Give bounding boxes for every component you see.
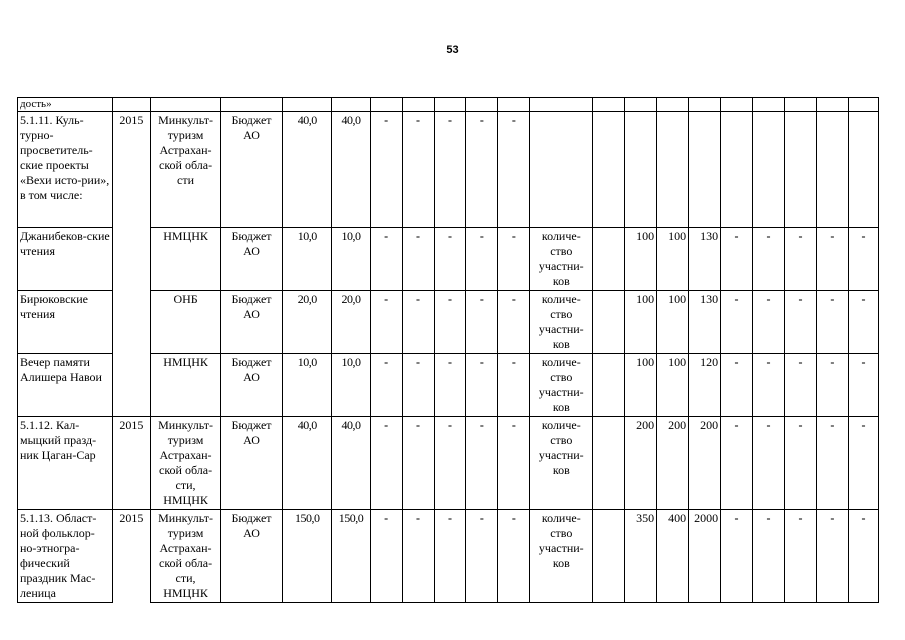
cell-amount-year: 10,0 bbox=[332, 354, 370, 417]
cell-indicator-value-1: 100 bbox=[625, 291, 657, 354]
cell-executor: ОНБ bbox=[151, 291, 221, 354]
cell-executor: Минкульт-туризм Астрахан-ской обла-сти bbox=[151, 112, 221, 228]
cell-indicator-value-3: 130 bbox=[689, 228, 721, 291]
cell-funding-source: Бюджет АО bbox=[221, 112, 283, 228]
cell-dash: - bbox=[848, 228, 878, 291]
cell-name: дость» bbox=[18, 98, 113, 112]
cell-year bbox=[112, 228, 150, 291]
cell-dash: - bbox=[402, 112, 434, 228]
cell-indicator-value-2: 100 bbox=[657, 291, 689, 354]
cell-dash: - bbox=[466, 228, 498, 291]
cell-name: 5.1.11. Куль-турно-просветитель-ские проекты «Вехи исто-рии», в том числе: bbox=[18, 112, 113, 228]
cell-dash: - bbox=[402, 510, 434, 603]
cell-dash bbox=[784, 112, 816, 228]
cell-dash: - bbox=[848, 510, 878, 603]
cell-indicator-value-1: 100 bbox=[625, 354, 657, 417]
cell-indicator-value-1: 350 bbox=[625, 510, 657, 603]
cell-dash: - bbox=[370, 417, 402, 510]
cell-name: Бирюковские чтения bbox=[18, 291, 113, 354]
cell-empty bbox=[593, 417, 625, 510]
cell-empty bbox=[593, 291, 625, 354]
cell-dash: - bbox=[498, 417, 530, 510]
cell-year bbox=[112, 354, 150, 417]
program-table bbox=[17, 97, 879, 603]
cell-dash: - bbox=[402, 417, 434, 510]
cell-dash bbox=[753, 112, 785, 228]
cell-dash: - bbox=[784, 291, 816, 354]
cell-dash: - bbox=[370, 228, 402, 291]
cell-dash: - bbox=[753, 354, 785, 417]
cell-dash: - bbox=[498, 354, 530, 417]
cell-dash: - bbox=[848, 417, 878, 510]
cell-name: 5.1.13. Област-ной фольклор-но-этногра-фический праздник Мас-леница bbox=[18, 510, 113, 603]
cell-dash: - bbox=[434, 112, 466, 228]
cell-indicator-value-1 bbox=[625, 112, 657, 228]
cell-indicator-value-2: 100 bbox=[657, 228, 689, 291]
cell-dash bbox=[721, 112, 753, 228]
cell-dash: - bbox=[370, 291, 402, 354]
cell-indicator-value-3 bbox=[689, 112, 721, 228]
cell-dash: - bbox=[784, 354, 816, 417]
cell-funding-source: Бюджет АО bbox=[221, 291, 283, 354]
cell-indicator-value-2: 100 bbox=[657, 354, 689, 417]
cell-dash: - bbox=[784, 228, 816, 291]
cell-executor: Минкульт-туризм Астрахан-ской обла-сти, НМЦНК bbox=[151, 417, 221, 510]
cell-dash: - bbox=[498, 510, 530, 603]
cell-dash: - bbox=[721, 228, 753, 291]
cell-indicator: количе-ство участни-ков bbox=[530, 354, 593, 417]
cell-amount-total: 10,0 bbox=[282, 228, 331, 291]
cell-dash: - bbox=[816, 510, 848, 603]
cell-dash: - bbox=[370, 354, 402, 417]
cell-amount-year: 150,0 bbox=[332, 510, 370, 603]
cell-dash: - bbox=[434, 417, 466, 510]
cell-executor: НМЦНК bbox=[151, 228, 221, 291]
cell-name: Вечер памяти Алишера Навои bbox=[18, 354, 113, 417]
cell-dash: - bbox=[370, 510, 402, 603]
cell-dash: - bbox=[370, 112, 402, 228]
cell-dash: - bbox=[753, 417, 785, 510]
cell-indicator-value-2: 200 bbox=[657, 417, 689, 510]
cell-dash: - bbox=[498, 112, 530, 228]
cell-dash: - bbox=[753, 291, 785, 354]
cell-year: 2015 bbox=[112, 112, 150, 228]
cell-dash: - bbox=[848, 291, 878, 354]
table-row bbox=[18, 291, 879, 354]
cell-executor: Минкульт-туризм Астрахан-ской обла-сти, НМЦНК bbox=[151, 510, 221, 603]
page-number: 53 bbox=[446, 44, 459, 56]
cell-indicator-value-3: 200 bbox=[689, 417, 721, 510]
cell-dash: - bbox=[784, 417, 816, 510]
table-row bbox=[18, 98, 879, 112]
cell-dash: - bbox=[434, 291, 466, 354]
cell-dash: - bbox=[848, 354, 878, 417]
cell-dash: - bbox=[784, 510, 816, 603]
cell-dash: - bbox=[466, 354, 498, 417]
cell-funding-source: Бюджет АО bbox=[221, 354, 283, 417]
table-row bbox=[18, 112, 879, 228]
cell-year: 2015 bbox=[112, 417, 150, 510]
cell-empty bbox=[593, 228, 625, 291]
cell-indicator-value-3: 130 bbox=[689, 291, 721, 354]
cell-indicator-value-1: 100 bbox=[625, 228, 657, 291]
cell-amount-total: 150,0 bbox=[282, 510, 331, 603]
cell-dash: - bbox=[402, 228, 434, 291]
cell-amount-total: 40,0 bbox=[282, 112, 331, 228]
cell-amount-year: 40,0 bbox=[332, 112, 370, 228]
cell-dash: - bbox=[402, 354, 434, 417]
cell-indicator-value-1: 200 bbox=[625, 417, 657, 510]
cell-indicator-value-2 bbox=[657, 112, 689, 228]
cell-indicator-value-3: 2000 bbox=[689, 510, 721, 603]
cell-name: 5.1.12. Кал-мыцкий празд-ник Цаган-Сар bbox=[18, 417, 113, 510]
cell-year: 2015 bbox=[112, 510, 150, 603]
cell-indicator-value-2: 400 bbox=[657, 510, 689, 603]
cell-dash: - bbox=[816, 354, 848, 417]
cell-empty bbox=[593, 354, 625, 417]
table-row bbox=[18, 354, 879, 417]
cell-funding-source: Бюджет АО bbox=[221, 417, 283, 510]
cell-dash: - bbox=[721, 510, 753, 603]
cell-amount-total: 20,0 bbox=[282, 291, 331, 354]
cell-amount-year: 20,0 bbox=[332, 291, 370, 354]
cell-indicator: количе-ство участни-ков bbox=[530, 291, 593, 354]
cell-dash: - bbox=[816, 228, 848, 291]
cell-name: Джанибеков-ские чтения bbox=[18, 228, 113, 291]
cell-indicator: количе-ство участни-ков bbox=[530, 417, 593, 510]
cell-indicator: количе-ство участни-ков bbox=[530, 510, 593, 603]
cell-dash: - bbox=[753, 510, 785, 603]
cell-indicator: количе-ство участни-ков bbox=[530, 228, 593, 291]
cell-dash: - bbox=[816, 417, 848, 510]
cell-dash: - bbox=[466, 291, 498, 354]
cell-dash: - bbox=[721, 354, 753, 417]
cell-dash: - bbox=[498, 291, 530, 354]
cell-empty bbox=[593, 112, 625, 228]
table-row bbox=[18, 417, 879, 510]
cell-dash: - bbox=[434, 354, 466, 417]
cell-dash bbox=[816, 112, 848, 228]
cell-dash: - bbox=[402, 291, 434, 354]
cell-dash: - bbox=[466, 417, 498, 510]
cell-funding-source: Бюджет АО bbox=[221, 228, 283, 291]
cell-dash bbox=[848, 112, 878, 228]
cell-dash: - bbox=[498, 228, 530, 291]
cell-dash: - bbox=[466, 112, 498, 228]
cell-dash: - bbox=[816, 291, 848, 354]
cell-dash: - bbox=[721, 417, 753, 510]
cell-dash: - bbox=[466, 510, 498, 603]
cell-empty bbox=[593, 510, 625, 603]
cell-dash: - bbox=[434, 510, 466, 603]
cell-amount-total: 40,0 bbox=[282, 417, 331, 510]
cell-dash: - bbox=[721, 291, 753, 354]
cell-dash: - bbox=[753, 228, 785, 291]
cell-executor: НМЦНК bbox=[151, 354, 221, 417]
cell-year bbox=[112, 291, 150, 354]
table-row bbox=[18, 228, 879, 291]
cell-amount-year: 10,0 bbox=[332, 228, 370, 291]
cell-dash: - bbox=[434, 228, 466, 291]
cell-funding-source: Бюджет АО bbox=[221, 510, 283, 603]
table-row bbox=[18, 510, 879, 603]
cell-amount-year: 40,0 bbox=[332, 417, 370, 510]
cell-indicator bbox=[530, 112, 593, 228]
cell-indicator-value-3: 120 bbox=[689, 354, 721, 417]
cell-amount-total: 10,0 bbox=[282, 354, 331, 417]
